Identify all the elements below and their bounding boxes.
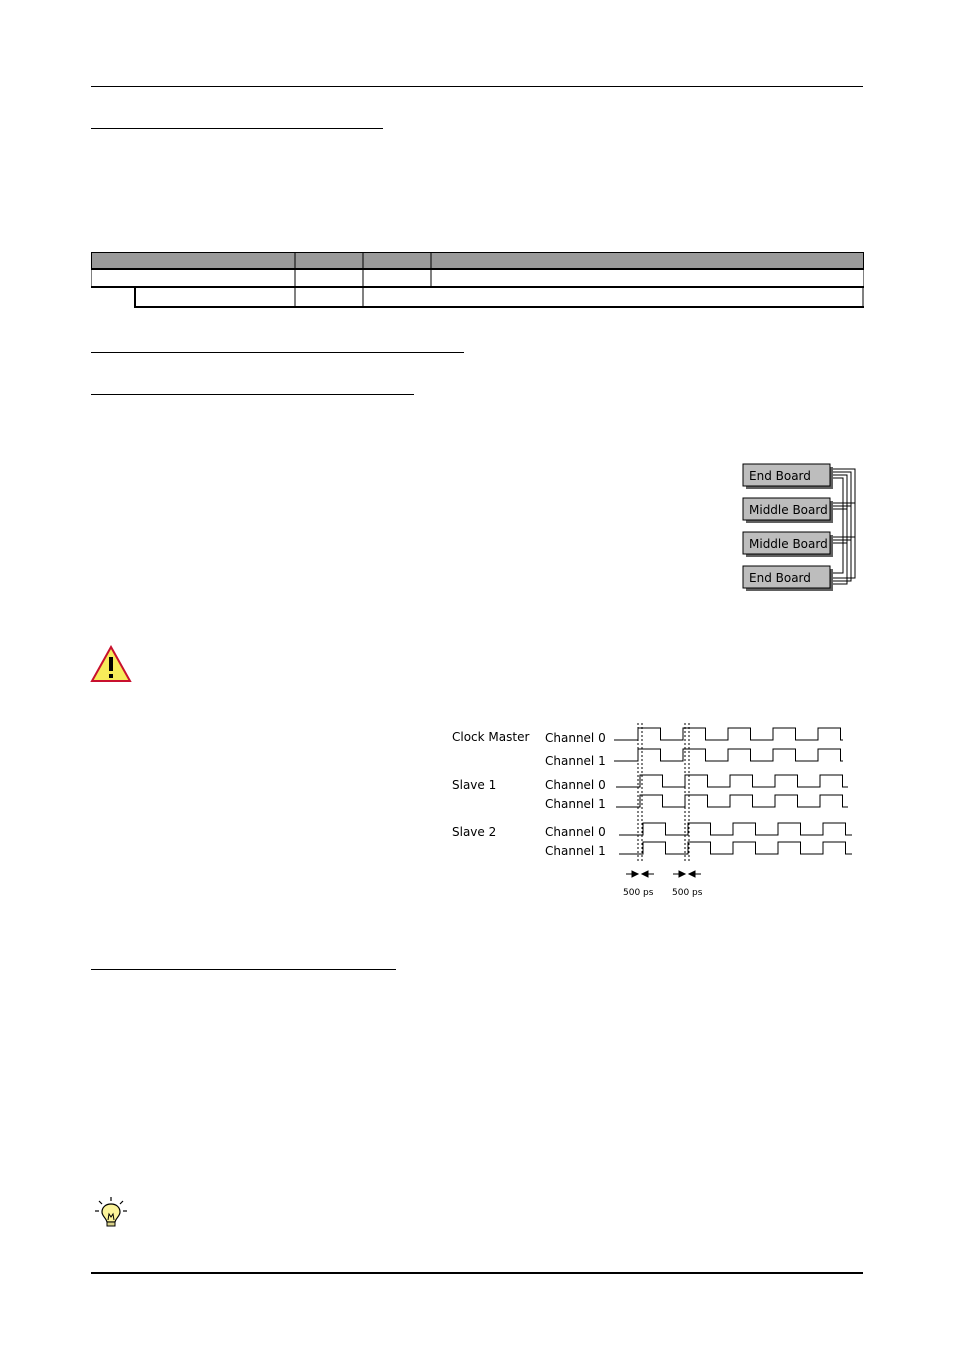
footer-rule (91, 1272, 863, 1274)
header-rule (91, 86, 863, 87)
section-heading-line-2 (91, 352, 464, 353)
board-stack-diagram (740, 460, 860, 595)
table-row (91, 269, 864, 287)
warning-icon (90, 645, 132, 683)
clock-trace (619, 842, 852, 854)
group-label: Clock Master (452, 730, 530, 744)
table-row (135, 288, 864, 308)
section-heading-line-1 (91, 128, 383, 129)
clock-trace (616, 775, 848, 787)
clock-trace (619, 823, 852, 835)
channel-label: Channel 0 (545, 778, 606, 792)
waveforms (614, 728, 852, 854)
board-box (743, 498, 833, 523)
clock-trace (616, 795, 848, 807)
board-box (743, 532, 833, 557)
channel-label: Channel 1 (545, 844, 606, 858)
clock-trace (614, 749, 843, 761)
channel-label: Channel 0 (545, 825, 606, 839)
board-box (743, 464, 833, 489)
lightbulb-icon (94, 1196, 128, 1230)
table-header-row (91, 252, 864, 269)
section-heading-line-3 (91, 394, 414, 395)
delay-label: 500 ps (623, 888, 654, 898)
svg-text:Middle Board: Middle Board (749, 537, 828, 551)
group-label: Slave 1 (452, 778, 497, 792)
clock-trace (614, 728, 843, 740)
timing-diagram (446, 718, 856, 903)
section-heading-line-4 (91, 969, 396, 970)
channel-label: Channel 0 (545, 731, 606, 745)
channel-label: Channel 1 (545, 754, 606, 768)
channel-label: Channel 1 (545, 797, 606, 811)
svg-text:End Board: End Board (749, 571, 811, 585)
register-table (91, 252, 864, 310)
cable-lines (830, 469, 855, 584)
group-label: Slave 2 (452, 825, 497, 839)
board-box (743, 566, 833, 591)
svg-text:End Board: End Board (749, 469, 811, 483)
delay-label: 500 ps (672, 888, 703, 898)
svg-text:Middle Board: Middle Board (749, 503, 828, 517)
